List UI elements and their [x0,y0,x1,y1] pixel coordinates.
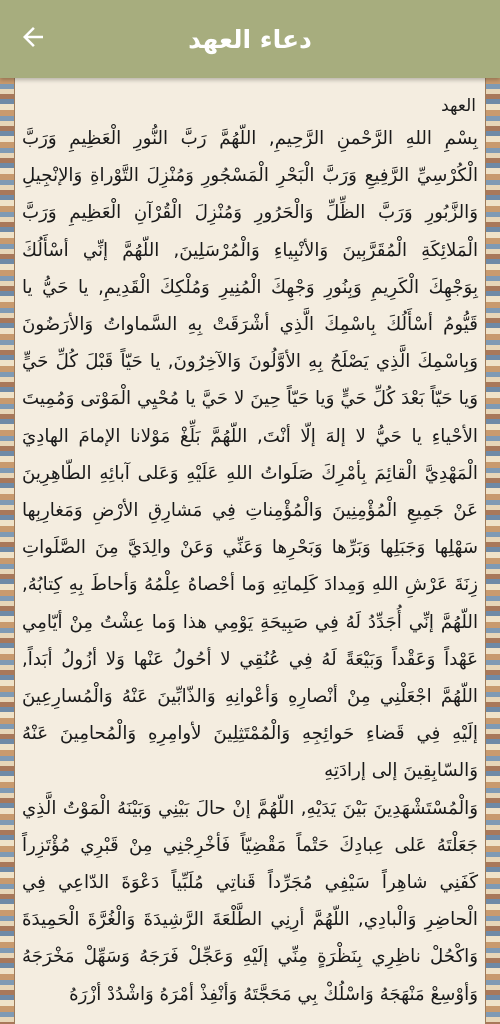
back-button[interactable] [10,16,56,62]
page-title: دعاء العهد [188,24,312,54]
supplication-scroll-area[interactable] [20,88,482,1024]
supplication-heading: العهد [441,96,476,116]
decorative-border-right [485,78,500,1024]
supplication-paragraph: بِسْمِ اللهِ الرَّحْمنِ الرَّحِيمِ, اللّهُمَّ رَبَّ النُّورِ الْعَظِيمِ وَرَبَّ الْكُرْسِيِّ الرَّفِيعِ وَرَبَّ الْبَحْرِ الْمَسْجُورِ وَمُنْزِلَ التَّوْراةِ وَالإنْجِيلِ وَالزَّبُورِ وَرَبَّ الظِّلِّ وَالْحَرُورِ وَمُنْزِلَ الْقُرْآنِ الْعَظِيمِ وَرَبَّ الْمَلائِكَةِ الْمُقَرَّبِينَ وَالأنْبِياءِ وَالْمُرْسَلِينَ, اللّهُمَّ إنِّي أسْأَلُكَ بِوَجْهِكَ الْكَرِيمِ وَبِنُورِ وَجْهِكَ الْمُنِيرِ وَمُلْكِكَ الْقَدِيمِ, يا حَيُّ يا قَيُّومُ أسْأَلُكَ بِاسْمِكَ الَّذِي أشْرَقَتْ بِهِ السَّماواتُ وَالأرَضُونَ وَبِاسْمِكَ الَّذِي يَصْلَحُ بِهِ الأوَّلُونَ وَالآخِرُونَ, يا حَيّاً قَبْلَ كُلِّ حَيٍّ وَيا حَيّاً بَعْدَ كُلِّ حَيٍّ وَيا حَيّاً حِينَ لا حَيَّ يا مُحْيِي الْمَوْتى وَمُمِيتَ الأحْياءِ يا حَيُّ لا إلهَ إلّا أنْتَ, اللّهُمَّ بَلِّغْ مَوْلانا الإمامَ الهادِيَ الْمَهْدِيَّ الْقائِمَ بِأمْرِكَ صَلَواتُ اللهِ عَلَيْهِ وَعَلى آبائِهِ الطّاهِرِينَ عَنْ جَمِيعِ الْمُؤْمِنِينَ وَالْمُؤْمِناتِ فِي مَشارِقِ الأرْضِ وَمَغارِبِها سَهْلِها وَجَبَلِها وَبَرِّها وَبَحْرِها وَعَنِّي وَعَنْ والِدَيَّ مِنَ الصَّلَواتِ زِنَةَ عَرْشِ اللهِ وَمِدادَ كَلِماتِهِ وَما أحْصاهُ عِلْمُهُ وَأحاطَ بِهِ كِتابُهُ, اللّهُمَّ إنِّي أُجَدِّدُ لَهُ فِي صَبِيحَةِ يَوْمِي هذا وَما عِشْتُ مِنْ أيّامِي عَهْداً وَعَقْداً وَبَيْعَةً لَهُ فِي عُنُقِي لا أحُولُ عَنْها وَلا أزُولُ أبَداً, اللّهُمَّ اجْعَلْنِي مِنْ أنْصارِهِ وَأعْوانِهِ وَالذّابِّينَ عَنْهُ وَالْمُسارِعِينَ إلَيْهِ فِي قَضاءِ حَوائِجِهِ وَالْمُمْتَثِلِينَ لأوامِرِهِ وَالْمُحامِينَ عَنْهُ وَالسّابِقِينَ إلى إرادَتِهِ [22,128,478,782]
supplication-paragraph: وَالْمُسْتَشْهَدِينَ بَيْنَ يَدَيْهِ, اللّهُمَّ إنْ حالَ بَيْنِي وَبَيْنَهُ الْمَوْتُ الَّذِي جَعَلْتَهُ عَلى عِبادِكَ حَتْماً مَقْضِيّاً فَأخْرِجْنِي مِنْ قَبْرِي مُؤْتَزِراً كَفَنِي شاهِراً سَيْفِي مُجَرِّداً قَناتِي مُلَبِّياً دَعْوَةَ الدّاعِي فِي الْحاضِرِ وَالْبادِي, اللّهُمَّ أرِنِي الطَّلْعَةَ الرَّشِيدَةَ وَالْغُرَّةَ الْحَمِيدَةَ وَاكْحُلْ ناظِرِي بِنَظْرَةٍ مِنِّي إلَيْهِ وَعَجِّلْ فَرَجَهُ وَسَهِّلْ مَخْرَجَهُ وَأوْسِعْ مَنْهَجَهُ وَاسْلُكْ بِي مَحَجَّتَهُ وَأنْفِذْ أمْرَهُ وَاشْدُدْ أزْرَهُ [22,797,478,1005]
app-bar [0,0,500,78]
arrow-back-icon [18,22,48,56]
decorative-border-left [0,78,15,1024]
supplication-text [22,120,478,1013]
